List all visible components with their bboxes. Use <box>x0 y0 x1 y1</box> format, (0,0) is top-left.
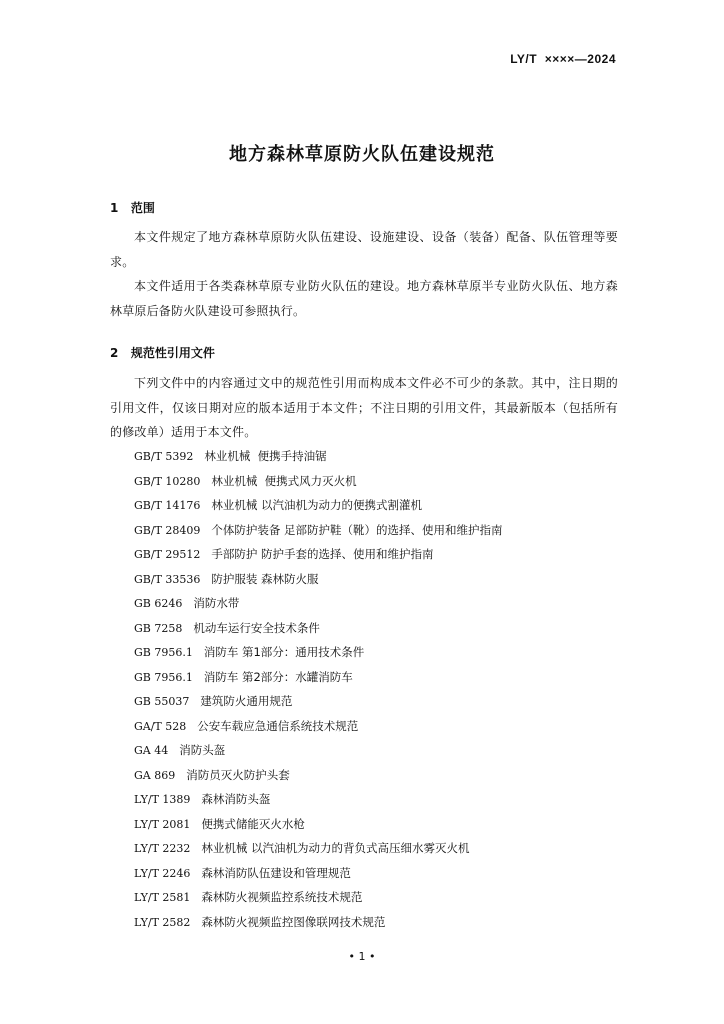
reference-title: 建筑防火通用规范 <box>200 694 293 708</box>
reference-code: GB/T 14176 <box>134 499 201 512</box>
reference-item <box>134 616 503 641</box>
reference-code: GB/T 28409 <box>134 523 201 537</box>
page-number: • 1 • <box>348 950 376 963</box>
reference-item <box>134 640 503 665</box>
document-title: 地方森林草原防火队伍建设规范 <box>229 144 495 165</box>
reference-title: 森林防火视频监控系统技术规范 <box>201 890 363 904</box>
reference-item <box>134 518 503 543</box>
reference-title: 机动车运行安全技术条件 <box>193 620 320 635</box>
reference-code: GB 6246 <box>134 597 183 610</box>
reference-title: 消防车 第1部分：通用技术条件 <box>203 645 365 659</box>
reference-code: LY/T 1389 <box>134 793 191 806</box>
reference-item <box>134 910 503 935</box>
document-standard-code: LY/T ××××—2024 <box>510 52 616 66</box>
reference-code: LY/T 2246 <box>134 866 191 880</box>
reference-code: GB/T 33536 <box>134 572 201 586</box>
reference-title: 消防车 第2部分：水罐消防车 <box>203 669 353 684</box>
reference-title: 林业机械 以汽油机为动力的便携式割灌机 <box>211 498 423 512</box>
reference-item <box>134 763 503 788</box>
normative-reference-list <box>134 444 503 934</box>
reference-code: GA/T 528 <box>134 719 187 733</box>
reference-item <box>134 861 503 886</box>
reference-item <box>134 714 503 739</box>
reference-title: 防护服装 森林防火服 <box>211 571 319 586</box>
reference-title: 林业机械 便携式风力灭火机 <box>211 473 357 488</box>
reference-title: 消防员灭火防护头套 <box>186 767 290 782</box>
reference-item <box>134 493 503 518</box>
reference-item <box>134 567 503 592</box>
reference-code: LY/T 2581 <box>134 891 191 904</box>
reference-code: LY/T 2582 <box>134 915 191 929</box>
reference-title: 森林防火视频监控图像联网技术规范 <box>201 914 386 929</box>
section-2-heading: 2 规范性引用文件 <box>110 346 215 360</box>
reference-code: LY/T 2232 <box>134 842 191 855</box>
reference-item <box>134 787 503 812</box>
reference-title: 消防水带 <box>193 596 240 610</box>
reference-code: GB 55037 <box>134 695 190 708</box>
reference-code: GA 44 <box>134 744 169 757</box>
reference-title: 消防头盔 <box>179 743 226 757</box>
reference-code: GB/T 5392 <box>134 450 194 463</box>
section-1-paragraph-scope: 本文件规定了地方森林草原防火队伍建设、设施建设、设备（装备）配备、队伍管理等要求。 <box>110 230 618 269</box>
section-2-intro-paragraph: 下列文件中的内容通过文中的规范性引用而构成本文件必不可少的条款。其中，注日期的引用文件，仅该日期对应的版本适用于本文件；不注日期的引用文件，其最新版本（包括所有的修改单）适用于本文件。 <box>110 376 618 439</box>
reference-code: GB/T 29512 <box>134 548 201 561</box>
reference-item <box>134 812 503 837</box>
reference-code: GB/T 10280 <box>134 474 201 488</box>
reference-item <box>134 591 503 616</box>
reference-item <box>134 885 503 910</box>
reference-title: 森林消防头盔 <box>201 792 271 806</box>
section-1-paragraph-applicability: 本文件适用于各类森林草原专业防火队伍的建设。地方森林草原半专业防火队伍、地方森林草原后备防火队建设可参照执行。 <box>110 279 618 318</box>
reference-title: 个体防护装备 足部防护鞋（靴）的选择、使用和维护指南 <box>211 522 503 537</box>
reference-title: 公安车载应急通信系统技术规范 <box>197 718 359 733</box>
reference-code: GB 7956.1 <box>134 646 193 659</box>
reference-item <box>134 469 503 494</box>
reference-item <box>134 738 503 763</box>
reference-title: 手部防护 防护手套的选择、使用和维护指南 <box>211 547 434 561</box>
reference-code: LY/T 2081 <box>134 817 191 831</box>
reference-item <box>134 689 503 714</box>
reference-item <box>134 542 503 567</box>
reference-title: 林业机械 便携手持油锯 <box>204 449 327 463</box>
reference-title: 森林消防队伍建设和管理规范 <box>201 865 351 880</box>
reference-item <box>134 836 503 861</box>
reference-code: GB 7258 <box>134 621 183 635</box>
reference-title: 便携式储能灭火水枪 <box>201 816 305 831</box>
reference-title: 林业机械 以汽油机为动力的背负式高压细水雾灭火机 <box>201 841 470 855</box>
section-1-heading: 1 范围 <box>110 201 155 215</box>
reference-item <box>134 665 503 690</box>
reference-code: GB 7956.1 <box>134 670 193 684</box>
reference-item <box>134 444 503 469</box>
reference-code: GA 869 <box>134 768 176 782</box>
